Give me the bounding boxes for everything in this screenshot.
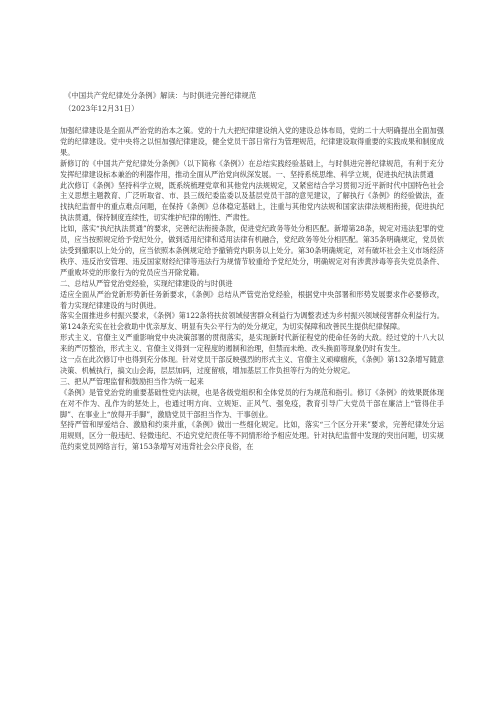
paragraph-1: 加强纪律建设是全面从严治党的治本之策。党的十九大把纪律建设纳入党的建设总体布局，党的二十大明确提出全面加强党的纪律建设。党中央将之以恒加强纪律建设，健全党员干部日常行为管理规范，纪律建设取得重要的实践成果和制度成果。 <box>60 126 444 157</box>
paragraph-8: 形式主义、官僚主义严重影响党中央决策部署的贯彻落实，是实现新时代新征程党的使命任务的大敌。经过党的十八大以来的严厉整治，形式主义、官僚主义得到一定程度的遏制和治理，但禁而未绝、改头换面等现象仍时有发生。 <box>60 333 444 354</box>
paragraph-6: 适应全面从严治党新形势新任务新要求，《条例》总结从严管党治党经验，根据党中央部署和形势发展要求作必要修改，着力实现纪律建设的与时俱进。 <box>60 289 444 310</box>
paragraph-4: 比如，落实“执纪执法贯通”的要求，完善纪法衔接条款，促进党纪政务等处分相匹配。新增第28条，规定对违法犯罪的党员，应当按照规定给予党纪处分，做到适用纪律和适用法律有机融合，党纪政务等处分相匹配。第35条明确规定，党员依法受到撤职以上处分的，应当依照本条例规定给予撤销党内职务以上处分。第30条明确规定，对有破坏社会主义市场经济秩序、违反治安管理、违反国家财经纪律等违法行为规情节较重给予党纪处分，明确规定对有涉黄涉毒等丧失党员条件、严重败坏党的形象行为的党员应当开除党籍。 <box>60 224 444 277</box>
paragraph-9: 这一点在此次修订中也得到充分体现。针对党员干部反映强烈的形式主义、官僚主义顽瘴痼疾，《条例》第132条增写随意决策、机械执行，搞文山会海，层层加码，过度留痕，增加基层工作负担等行为的处分规定。 <box>60 355 444 375</box>
document-date: （2023年12月31日） <box>64 104 139 113</box>
document-body <box>60 90 444 453</box>
document-title: 《中国共产党纪律处分条例》解读：与时俱进完善纪律规范 <box>64 91 257 100</box>
paragraph-12: 坚持严管和厚爱结合、激励和约束并重，《条例》做出一些细化规定。比如，落实“三个区分开来”要求，完善纪律处分运用规则，区分一般违纪、轻微违纪、不追究党纪责任等不同情形给予相应处理。针对执纪监督中发现的突出问题，切实规范约束党员网络言行，第153条增写对违背社会公序良俗，在 <box>60 420 444 452</box>
section-heading-3: 三、把从严管理监督和鼓励担当作为统一起来 <box>60 376 204 386</box>
paragraph-11: 《条例》是管党治党的重要基础性党内法规，也是各级党组织和全体党员的行为规范和指引。修订《条例》的效果既体现在对不作为、乱作为的惩处上，也通过明方向、立规矩、正风气、强免疫，教育引导广大党员干部在廉洁上“管得住手脚”、在事业上“放得开手脚”，激励党员干部担当作为、干事创业。 <box>60 387 444 419</box>
paragraph-7: 落实全面推进乡村振兴要求，《条例》第122条将扶贫领域侵害群众利益行为调整表述为乡村振兴领域侵害群众利益行为。第124条充实在社会救助中优亲厚友、明显有失公平行为的处分规定，为切实保障和改善民生提供纪律保障。 <box>60 311 444 332</box>
section-heading-2: 二、总结从严管党治党经验，实现纪律建设的与时俱进 <box>60 278 233 288</box>
paragraph-2: 新修订的《中国共产党纪律处分条例》（以下简称《条例》）在总结实践经验基础上，与时俱进完善纪律规范，有利于充分发挥纪律建设标本兼治的利器作用，推动全面从严治党向纵深发展。一、坚持系统思维、科学立规，促进执纪执法贯通 <box>60 158 444 179</box>
paragraph-3: 此次修订《条例》坚持科学立规，既系统梳理党章和其他党内法规规定，又紧密结合学习贯彻习近平新时代中国特色社会主义思想主题教育、广泛听取省、市、县三级纪委监委以及基层党员干部的意见建议，了解执行《条例》的经验做法，查找执纪监督中的重点难点问题，在保持《条例》总体稳定基础上，注重与其他党内法规和国家法律法规相衔接，促进执纪执法贯通，保持制度连续性，切实维护纪律的刚性、严肃性。 <box>60 180 444 223</box>
